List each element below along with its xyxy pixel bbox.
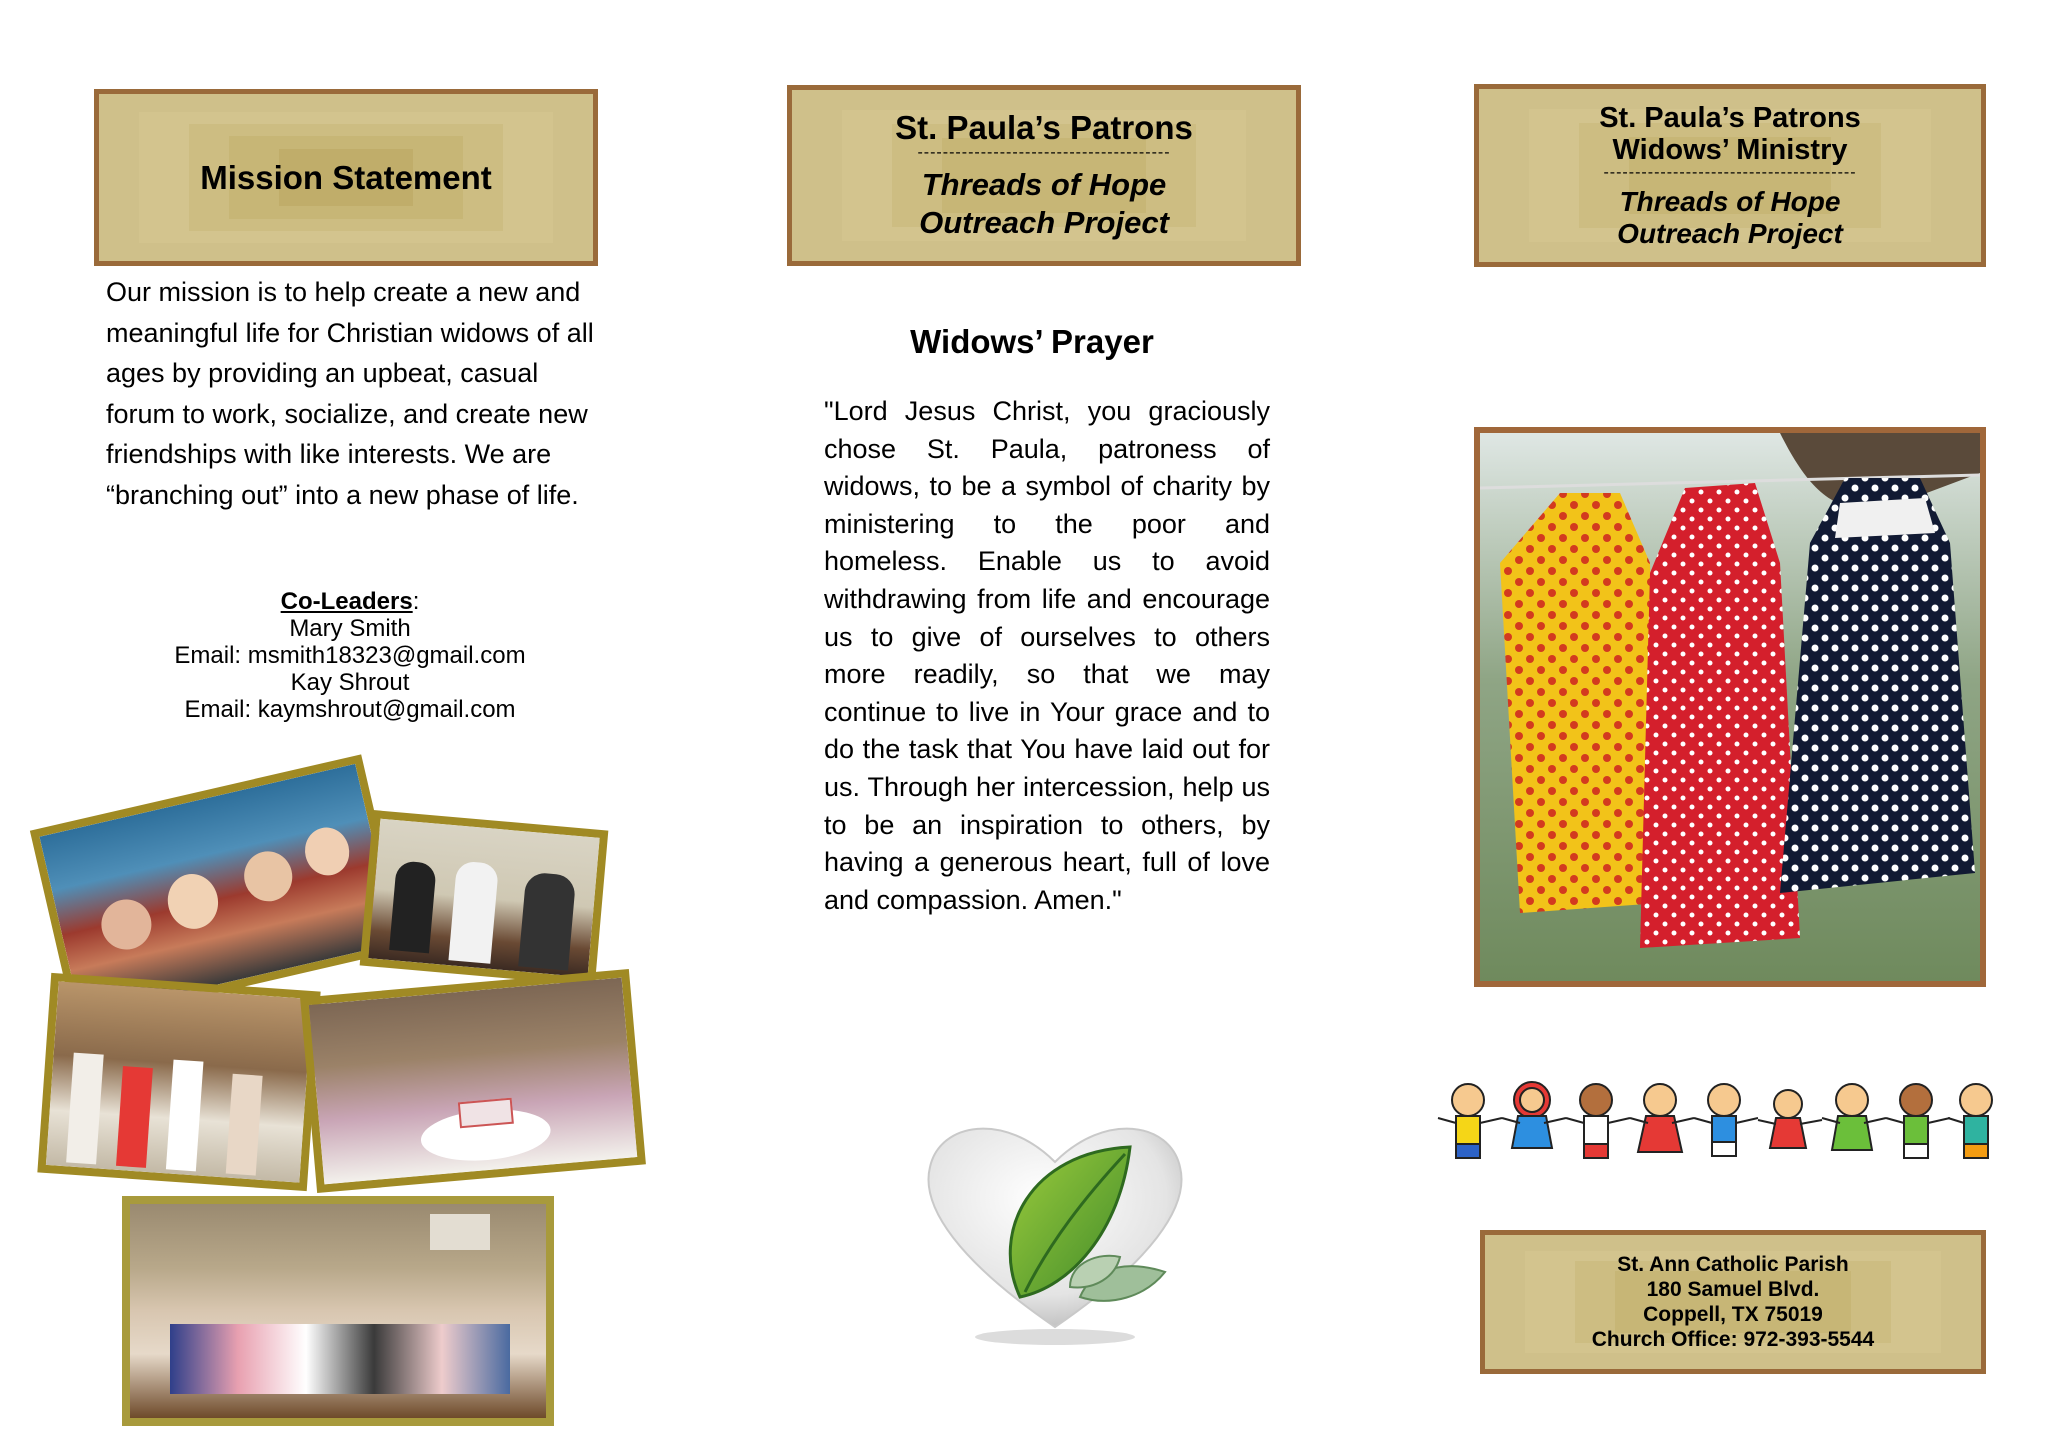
children-dresses-photo <box>37 973 320 1191</box>
middle-header-title: St. Paula’s Patrons <box>895 108 1193 146</box>
children-hand-in-hand-icon <box>1430 1078 2010 1178</box>
leader-email: Email: kaymshrout@gmail.com <box>184 696 516 723</box>
prayer-text: "Lord Jesus Christ, you graciously chose St. Paula, patroness of widows, to be a symbol of charity by ministering to the poor and homeless. Enable us to avoid withdrawing from life and encourage us to give of ourselves to others more readily, so that we may continue to live in Your grace and to do the task that You have laid out for us. Through her intercession, help us to be an inspiration to others, by having a generous heart, full of love and compassion. Amen." <box>824 396 1270 915</box>
group-photo-party <box>122 1196 554 1426</box>
group-photo-celebration <box>300 969 646 1193</box>
middle-header-subtitle-line1: Threads of Hope <box>921 166 1167 202</box>
co-leaders-block <box>130 588 570 723</box>
dresses-photo <box>1474 427 1986 987</box>
church-office-phone: Church Office: 972-393-5544 <box>1591 1328 1875 1351</box>
prayer-title: Widows’ Prayer <box>910 323 1154 360</box>
address-box <box>1480 1230 1986 1374</box>
street-address: 180 Samuel Blvd. <box>1646 1278 1820 1301</box>
right-header-subtitle-line2: Outreach Project <box>1617 217 1843 249</box>
header-divider: ---------------------------------------- <box>1603 165 1857 180</box>
middle-header-subtitle-line2: Outreach Project <box>919 204 1169 240</box>
parish-name: St. Ann Catholic Parish <box>1617 1253 1849 1276</box>
leader-email: Email: msmith18323@gmail.com <box>174 642 526 669</box>
right-header-title-line1: St. Paula’s Patrons <box>1599 101 1861 134</box>
right-header-title-line2: Widows’ Ministry <box>1612 133 1848 166</box>
mission-text: Our mission is to help create a new and meaningful life for Christian widows of all ages by providing an upbeat, casual forum to work, socialize, and create new friendships with like interests. We are “branching out” into a new phase of life. <box>106 277 594 510</box>
mission-statement-box <box>94 89 598 266</box>
city-state-zip: Coppell, TX 75019 <box>1643 1303 1823 1326</box>
header-divider: ---------------------------------------- <box>917 145 1171 160</box>
co-leaders-label: Co-Leaders <box>280 588 413 615</box>
leader-name: Kay Shrout <box>290 669 410 696</box>
right-header-subtitle-line1: Threads of Hope <box>1619 185 1841 217</box>
mission-statement-title: Mission Statement <box>200 158 492 196</box>
middle-header-box <box>787 85 1301 266</box>
right-header-box <box>1474 84 1986 267</box>
group-photo-presentation <box>360 810 609 986</box>
leader-name: Mary Smith <box>289 615 411 642</box>
co-leaders-colon: : <box>412 588 420 615</box>
heart-leaf-icon <box>920 1112 1210 1357</box>
